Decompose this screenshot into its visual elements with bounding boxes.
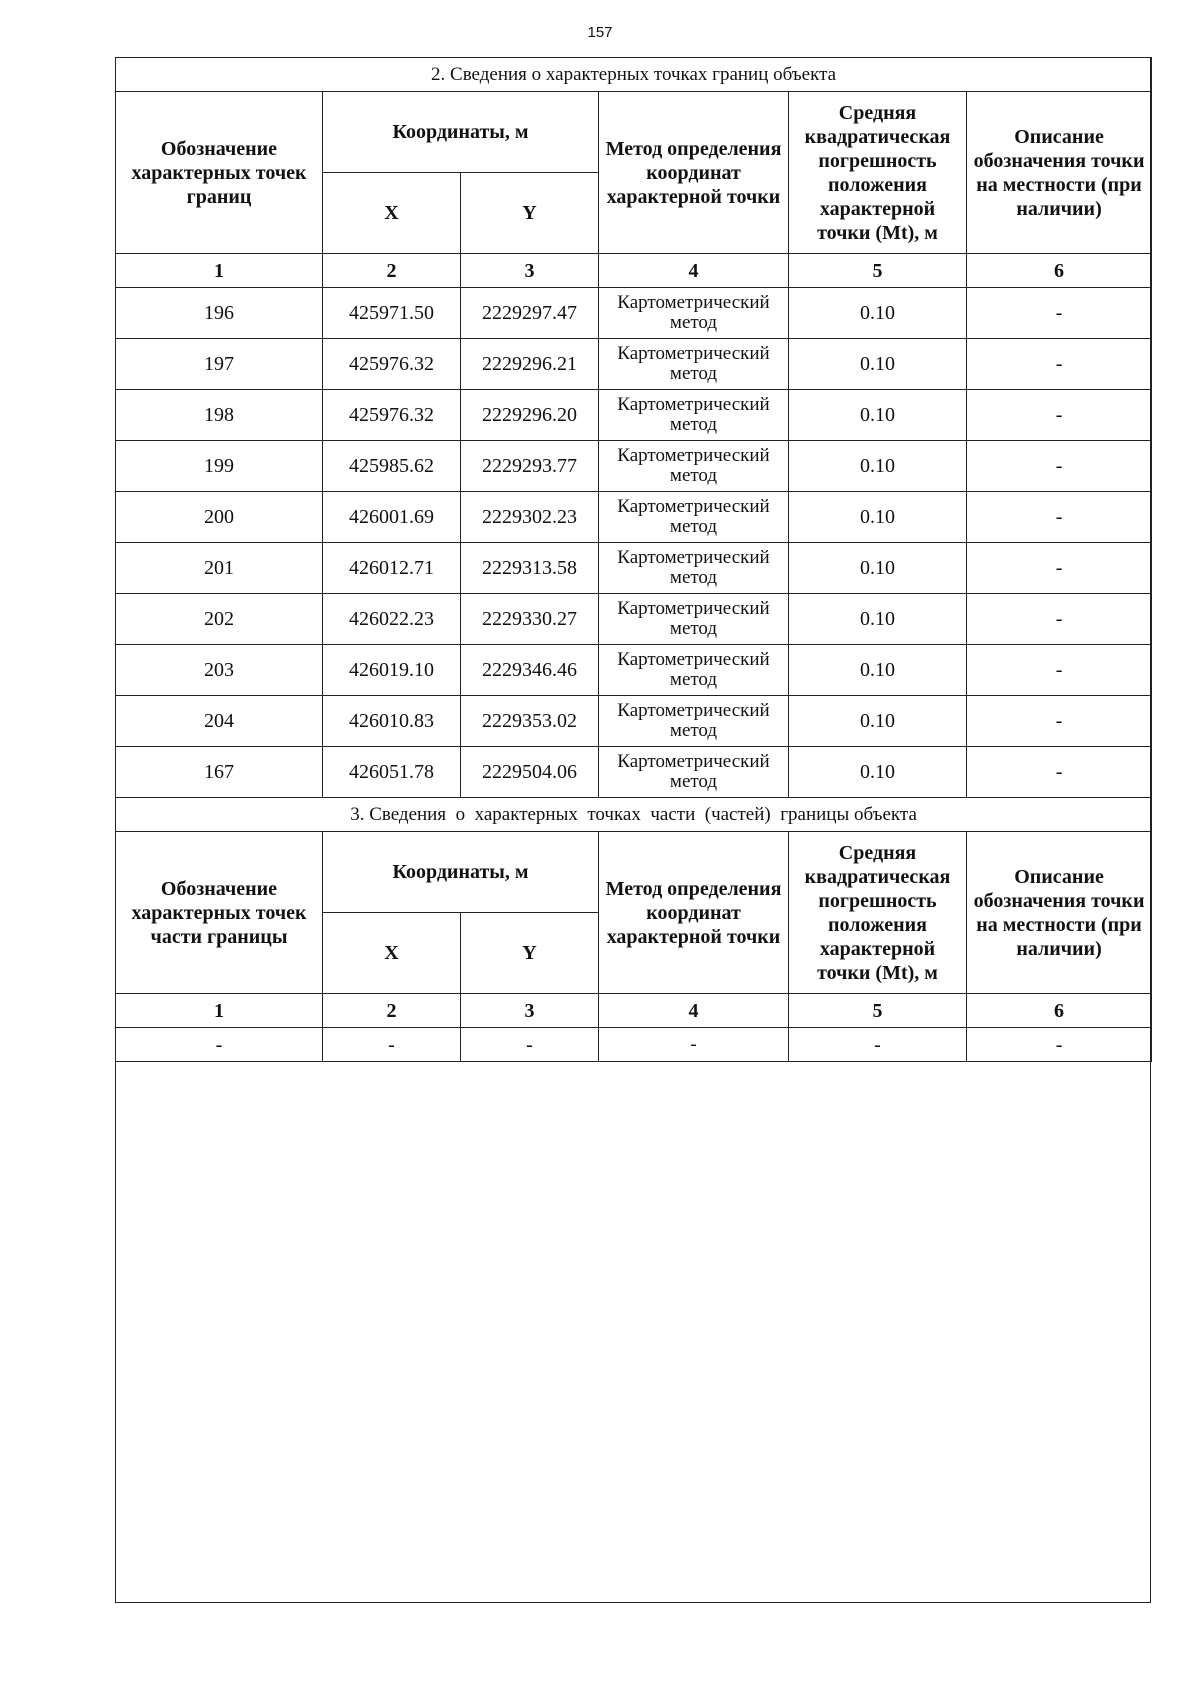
cell-point: 201 [116, 543, 323, 594]
cell-y: 2229330.27 [461, 594, 599, 645]
table-row [116, 492, 1152, 543]
col-number: 2 [323, 994, 461, 1028]
section-3-title: 3. Сведения о характерных точках части (частей) границы объекта [116, 798, 1152, 832]
cell-method: Картометрический метод [599, 339, 789, 390]
cell-error: 0.10 [789, 747, 967, 798]
cell-x: 426001.69 [323, 492, 461, 543]
col-number: 4 [599, 994, 789, 1028]
header-point: Обозначение характерных точек части границы [116, 832, 323, 994]
cell-point: 203 [116, 645, 323, 696]
cell-description: - [967, 543, 1152, 594]
cell-description: - [967, 747, 1152, 798]
table-row [116, 1028, 1152, 1062]
cell-error: 0.10 [789, 288, 967, 339]
cell-method: Картометрический метод [599, 747, 789, 798]
cell-y: 2229313.58 [461, 543, 599, 594]
cell-point: 200 [116, 492, 323, 543]
cell-description: - [967, 696, 1152, 747]
cell-method: - [599, 1028, 789, 1062]
header-error: Средняя квадратическая погрешность положения характерной точки (Mt), м [789, 92, 967, 254]
cell-x: 426010.83 [323, 696, 461, 747]
header-coords: Координаты, м [323, 832, 599, 913]
cell-method: Картометрический метод [599, 543, 789, 594]
header-point: Обозначение характерных точек границ [116, 92, 323, 254]
boundary-points-table [115, 57, 1152, 798]
cell-x: 426012.71 [323, 543, 461, 594]
cell-method: Картометрический метод [599, 696, 789, 747]
header-method: Метод определения координат характерной точки [599, 832, 789, 994]
cell-description: - [967, 594, 1152, 645]
cell-point: 167 [116, 747, 323, 798]
cell-x: 425976.32 [323, 390, 461, 441]
cell-x: 425976.32 [323, 339, 461, 390]
col-number: 6 [967, 994, 1152, 1028]
header-y: Y [461, 913, 599, 994]
cell-error: 0.10 [789, 696, 967, 747]
cell-description: - [967, 645, 1152, 696]
part-boundary-points-table [115, 797, 1152, 1062]
cell-x: 425971.50 [323, 288, 461, 339]
cell-description: - [967, 492, 1152, 543]
table-row [116, 696, 1152, 747]
header-description: Описание обозначения точки на местности (при наличии) [967, 92, 1152, 254]
cell-y: 2229297.47 [461, 288, 599, 339]
col-number: 5 [789, 254, 967, 288]
col-number: 1 [116, 994, 323, 1028]
cell-description: - [967, 390, 1152, 441]
table-row [116, 594, 1152, 645]
table-row [116, 339, 1152, 390]
cell-x: 425985.62 [323, 441, 461, 492]
cell-description: - [967, 441, 1152, 492]
col-number: 1 [116, 254, 323, 288]
cell-point: 197 [116, 339, 323, 390]
cell-y: - [461, 1028, 599, 1062]
cell-description: - [967, 288, 1152, 339]
cell-x: 426051.78 [323, 747, 461, 798]
page-number: 157 [587, 24, 613, 41]
cell-error: 0.10 [789, 594, 967, 645]
cell-method: Картометрический метод [599, 594, 789, 645]
cell-point: 204 [116, 696, 323, 747]
cell-y: 2229296.20 [461, 390, 599, 441]
cell-error: 0.10 [789, 339, 967, 390]
table-row [116, 288, 1152, 339]
cell-x: 426022.23 [323, 594, 461, 645]
cell-method: Картометрический метод [599, 390, 789, 441]
header-description: Описание обозначения точки на местности (при наличии) [967, 832, 1152, 994]
col-number: 3 [461, 994, 599, 1028]
cell-error: - [789, 1028, 967, 1062]
cell-x: 426019.10 [323, 645, 461, 696]
table-row [116, 390, 1152, 441]
header-coords: Координаты, м [323, 92, 599, 173]
col-number: 2 [323, 254, 461, 288]
cell-error: 0.10 [789, 543, 967, 594]
cell-y: 2229504.06 [461, 747, 599, 798]
cell-method: Картометрический метод [599, 441, 789, 492]
cell-point: 198 [116, 390, 323, 441]
cell-method: Картометрический метод [599, 492, 789, 543]
cell-y: 2229353.02 [461, 696, 599, 747]
cell-method: Картометрический метод [599, 288, 789, 339]
header-x: X [323, 173, 461, 254]
cell-y: 2229293.77 [461, 441, 599, 492]
cell-point: 196 [116, 288, 323, 339]
cell-description: - [967, 339, 1152, 390]
cell-y: 2229346.46 [461, 645, 599, 696]
cell-x: - [323, 1028, 461, 1062]
table-row [116, 747, 1152, 798]
cell-point: - [116, 1028, 323, 1062]
col-number: 5 [789, 994, 967, 1028]
header-method: Метод определения координат характерной точки [599, 92, 789, 254]
section-2-title: 2. Сведения о характерных точках границ объекта [116, 58, 1152, 92]
table-row [116, 441, 1152, 492]
cell-point: 199 [116, 441, 323, 492]
col-number: 6 [967, 254, 1152, 288]
col-number: 4 [599, 254, 789, 288]
header-x: X [323, 913, 461, 994]
col-number: 3 [461, 254, 599, 288]
cell-error: 0.10 [789, 390, 967, 441]
cell-y: 2229302.23 [461, 492, 599, 543]
table-row [116, 645, 1152, 696]
header-error: Средняя квадратическая погрешность положения характерной точки (Mt), м [789, 832, 967, 994]
cell-method: Картометрический метод [599, 645, 789, 696]
cell-error: 0.10 [789, 645, 967, 696]
cell-error: 0.10 [789, 441, 967, 492]
cell-point: 202 [116, 594, 323, 645]
table-row [116, 543, 1152, 594]
header-y: Y [461, 173, 599, 254]
cell-error: 0.10 [789, 492, 967, 543]
cell-description: - [967, 1028, 1152, 1062]
cell-y: 2229296.21 [461, 339, 599, 390]
